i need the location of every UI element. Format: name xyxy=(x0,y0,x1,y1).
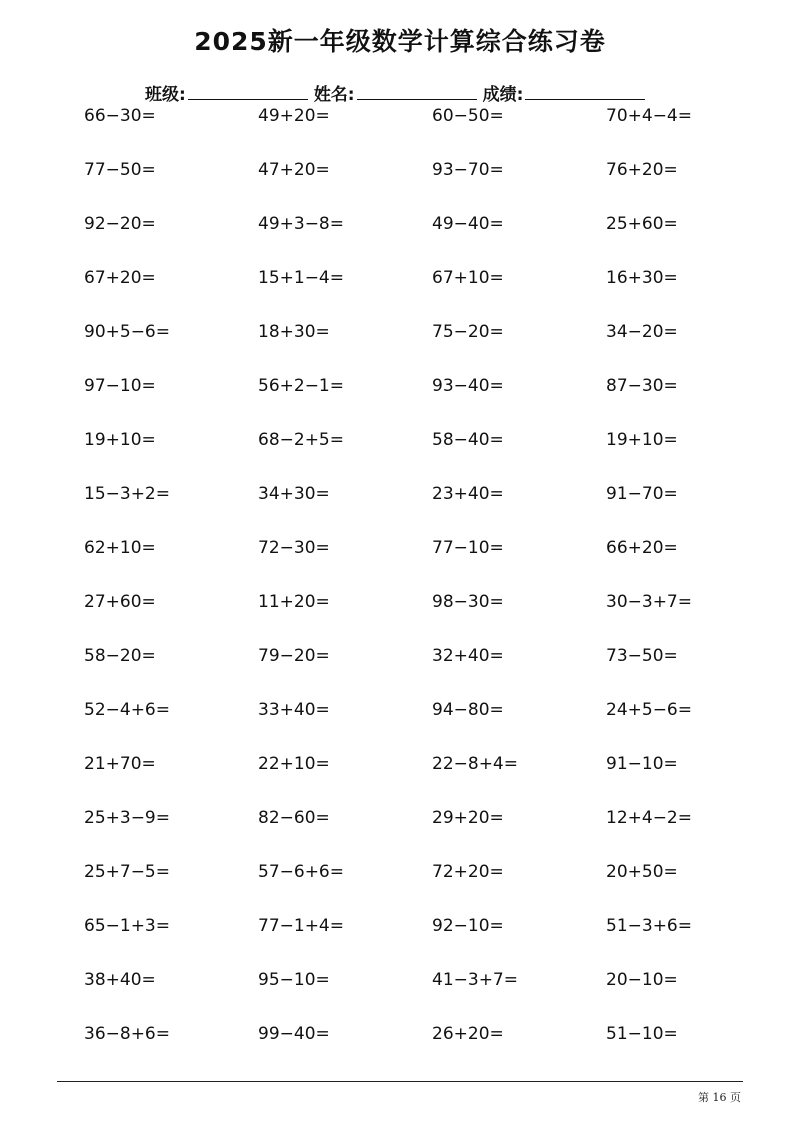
math-problem: 49+20= xyxy=(258,106,330,126)
math-problem: 25+7−5= xyxy=(84,862,170,882)
page-title: 2025新一年级数学计算综合练习卷 xyxy=(194,27,606,56)
math-problem: 29+20= xyxy=(432,808,504,828)
math-problem: 97−10= xyxy=(84,376,156,396)
problem-row xyxy=(84,862,784,892)
score-label: 成绩: xyxy=(482,85,524,105)
name-blank[interactable] xyxy=(357,85,477,100)
math-problem: 15+1−4= xyxy=(258,268,344,288)
math-problem: 19+10= xyxy=(84,430,156,450)
math-problem: 73−50= xyxy=(606,646,678,666)
math-problem: 27+60= xyxy=(84,592,156,612)
math-problem: 21+70= xyxy=(84,754,156,774)
math-problem: 93−40= xyxy=(432,376,504,396)
math-problem: 33+40= xyxy=(258,700,330,720)
problem-row xyxy=(84,1024,784,1054)
math-problem: 91−10= xyxy=(606,754,678,774)
problem-row xyxy=(84,538,784,568)
math-problem: 95−10= xyxy=(258,970,330,990)
math-problem: 67+20= xyxy=(84,268,156,288)
math-problem: 91−70= xyxy=(606,484,678,504)
problem-row xyxy=(84,430,784,460)
math-problem: 93−70= xyxy=(432,160,504,180)
class-blank[interactable] xyxy=(188,85,308,100)
math-problem: 30−3+7= xyxy=(606,592,692,612)
math-problem: 16+30= xyxy=(606,268,678,288)
math-problem: 76+20= xyxy=(606,160,678,180)
problem-row xyxy=(84,484,784,514)
math-problem: 67+10= xyxy=(432,268,504,288)
math-problem: 47+20= xyxy=(258,160,330,180)
math-problem: 75−20= xyxy=(432,322,504,342)
problem-row xyxy=(84,322,784,352)
math-problem: 23+40= xyxy=(432,484,504,504)
math-problem: 34−20= xyxy=(606,322,678,342)
problem-row xyxy=(84,376,784,406)
math-problem: 77−10= xyxy=(432,538,504,558)
math-problem: 58−40= xyxy=(432,430,504,450)
math-problem: 77−1+4= xyxy=(258,916,344,936)
math-problem: 18+30= xyxy=(258,322,330,342)
math-problem: 98−30= xyxy=(432,592,504,612)
math-problem: 77−50= xyxy=(84,160,156,180)
math-problem: 70+4−4= xyxy=(606,106,692,126)
math-problem: 11+20= xyxy=(258,592,330,612)
math-problem: 66−30= xyxy=(84,106,156,126)
math-problem: 65−1+3= xyxy=(84,916,170,936)
math-problem: 32+40= xyxy=(432,646,504,666)
math-problem: 82−60= xyxy=(258,808,330,828)
math-problem: 24+5−6= xyxy=(606,700,692,720)
math-problem: 57−6+6= xyxy=(258,862,344,882)
math-problem: 41−3+7= xyxy=(432,970,518,990)
class-label: 班级: xyxy=(145,85,186,105)
name-label: 姓名: xyxy=(313,85,355,105)
math-problem: 49+3−8= xyxy=(258,214,344,234)
math-problem: 94−80= xyxy=(432,700,504,720)
problem-row xyxy=(84,106,784,136)
math-problem: 68−2+5= xyxy=(258,430,344,450)
math-problem: 72+20= xyxy=(432,862,504,882)
math-problem: 51−10= xyxy=(606,1024,678,1044)
math-problem: 99−40= xyxy=(258,1024,330,1044)
footer-divider xyxy=(57,1081,743,1082)
math-problem: 34+30= xyxy=(258,484,330,504)
page-number: 第 16 页 xyxy=(698,1091,741,1104)
problem-row xyxy=(84,160,784,190)
problem-row xyxy=(84,268,784,298)
math-problem: 25+60= xyxy=(606,214,678,234)
problem-row xyxy=(84,700,784,730)
math-problem: 92−20= xyxy=(84,214,156,234)
math-problem: 87−30= xyxy=(606,376,678,396)
math-problem: 90+5−6= xyxy=(84,322,170,342)
problem-row xyxy=(84,754,784,784)
problem-row xyxy=(84,646,784,676)
math-problem: 19+10= xyxy=(606,430,678,450)
math-problem: 20+50= xyxy=(606,862,678,882)
math-problem: 62+10= xyxy=(84,538,156,558)
math-problem: 58−20= xyxy=(84,646,156,666)
problem-row xyxy=(84,592,784,622)
math-problem: 25+3−9= xyxy=(84,808,170,828)
student-info-row xyxy=(145,80,651,105)
math-problem: 56+2−1= xyxy=(258,376,344,396)
math-problem: 22−8+4= xyxy=(432,754,518,774)
math-problem: 12+4−2= xyxy=(606,808,692,828)
score-blank[interactable] xyxy=(525,85,645,100)
math-problem: 26+20= xyxy=(432,1024,504,1044)
problem-row xyxy=(84,970,784,1000)
math-problem: 22+10= xyxy=(258,754,330,774)
math-problem: 66+20= xyxy=(606,538,678,558)
math-problem: 36−8+6= xyxy=(84,1024,170,1044)
math-problem: 79−20= xyxy=(258,646,330,666)
problem-row xyxy=(84,214,784,244)
problem-row xyxy=(84,916,784,946)
math-problem: 60−50= xyxy=(432,106,504,126)
math-problem: 49−40= xyxy=(432,214,504,234)
math-problem: 38+40= xyxy=(84,970,156,990)
math-problem: 52−4+6= xyxy=(84,700,170,720)
math-problem: 92−10= xyxy=(432,916,504,936)
math-problem: 51−3+6= xyxy=(606,916,692,936)
problem-row xyxy=(84,808,784,838)
math-problem: 15−3+2= xyxy=(84,484,170,504)
math-problem: 20−10= xyxy=(606,970,678,990)
math-problem: 72−30= xyxy=(258,538,330,558)
